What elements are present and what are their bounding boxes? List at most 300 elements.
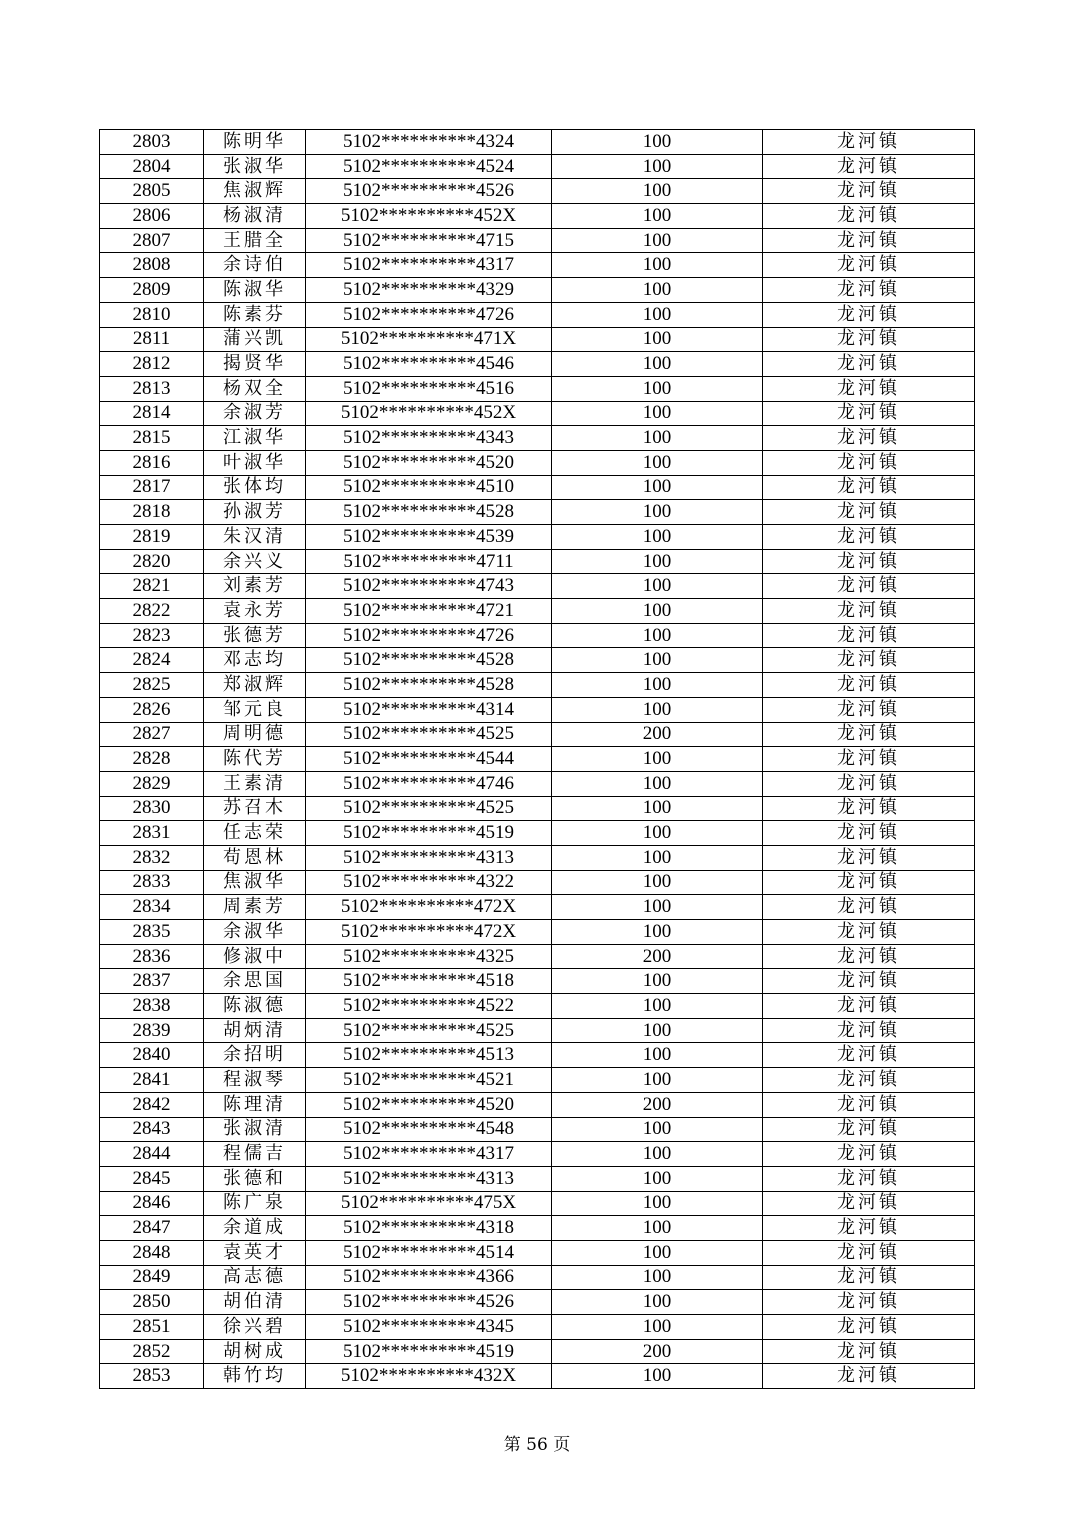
serial-number-cell: 2803 — [100, 130, 204, 155]
table-row — [100, 253, 975, 278]
serial-number-cell: 2844 — [100, 1142, 204, 1167]
name-cell: 苏召木 — [204, 796, 306, 821]
serial-number-cell: 2839 — [100, 1018, 204, 1043]
name-cell: 余思国 — [204, 969, 306, 994]
serial-number-cell: 2815 — [100, 426, 204, 451]
amount-cell: 100 — [552, 1191, 763, 1216]
id-number-cell: 5102**********4317 — [306, 253, 552, 278]
serial-number-cell: 2825 — [100, 673, 204, 698]
town-cell: 龙河镇 — [763, 648, 975, 673]
serial-number-cell: 2809 — [100, 278, 204, 303]
serial-number-cell: 2807 — [100, 228, 204, 253]
town-cell: 龙河镇 — [763, 525, 975, 550]
table-row — [100, 1166, 975, 1191]
name-cell: 邓志均 — [204, 648, 306, 673]
name-cell: 叶淑华 — [204, 450, 306, 475]
serial-number-cell: 2852 — [100, 1339, 204, 1364]
name-cell: 陈素芬 — [204, 302, 306, 327]
name-cell: 韩竹均 — [204, 1364, 306, 1389]
town-cell: 龙河镇 — [763, 1043, 975, 1068]
table-row — [100, 376, 975, 401]
name-cell: 杨淑清 — [204, 204, 306, 229]
id-number-cell: 5102**********4520 — [306, 450, 552, 475]
town-cell: 龙河镇 — [763, 673, 975, 698]
id-number-cell: 5102**********4322 — [306, 870, 552, 895]
town-cell: 龙河镇 — [763, 450, 975, 475]
id-number-cell: 5102**********4513 — [306, 1043, 552, 1068]
name-cell: 修淑中 — [204, 944, 306, 969]
name-cell: 揭贤华 — [204, 352, 306, 377]
town-cell: 龙河镇 — [763, 1240, 975, 1265]
table-row — [100, 821, 975, 846]
name-cell: 胡伯清 — [204, 1290, 306, 1315]
amount-cell: 100 — [552, 450, 763, 475]
amount-cell: 100 — [552, 1043, 763, 1068]
name-cell: 胡炳清 — [204, 1018, 306, 1043]
id-number-cell: 5102**********4325 — [306, 944, 552, 969]
table-row — [100, 1068, 975, 1093]
town-cell: 龙河镇 — [763, 969, 975, 994]
serial-number-cell: 2831 — [100, 821, 204, 846]
town-cell: 龙河镇 — [763, 426, 975, 451]
id-number-cell: 5102**********4711 — [306, 549, 552, 574]
table-row — [100, 179, 975, 204]
id-number-cell: 5102**********4721 — [306, 599, 552, 624]
id-number-cell: 5102**********4518 — [306, 969, 552, 994]
name-cell: 焦淑华 — [204, 870, 306, 895]
amount-cell: 200 — [552, 1092, 763, 1117]
table-row — [100, 228, 975, 253]
town-cell: 龙河镇 — [763, 376, 975, 401]
id-number-cell: 5102**********4526 — [306, 1290, 552, 1315]
id-number-cell: 5102**********4519 — [306, 821, 552, 846]
serial-number-cell: 2829 — [100, 771, 204, 796]
id-number-cell: 5102**********4526 — [306, 179, 552, 204]
town-cell: 龙河镇 — [763, 1018, 975, 1043]
amount-cell: 100 — [552, 771, 763, 796]
name-cell: 袁英才 — [204, 1240, 306, 1265]
id-number-cell: 5102**********4528 — [306, 648, 552, 673]
id-number-cell: 5102**********4313 — [306, 845, 552, 870]
id-number-cell: 5102**********475X — [306, 1191, 552, 1216]
town-cell: 龙河镇 — [763, 599, 975, 624]
town-cell: 龙河镇 — [763, 895, 975, 920]
id-number-cell: 5102**********4317 — [306, 1142, 552, 1167]
table-row — [100, 771, 975, 796]
serial-number-cell: 2835 — [100, 920, 204, 945]
town-cell: 龙河镇 — [763, 1265, 975, 1290]
town-cell: 龙河镇 — [763, 920, 975, 945]
id-number-cell: 5102**********452X — [306, 401, 552, 426]
amount-cell: 100 — [552, 920, 763, 945]
amount-cell: 100 — [552, 426, 763, 451]
table-row — [100, 673, 975, 698]
name-cell: 任志荣 — [204, 821, 306, 846]
serial-number-cell: 2830 — [100, 796, 204, 821]
serial-number-cell: 2823 — [100, 623, 204, 648]
table-row — [100, 1339, 975, 1364]
name-cell: 江淑华 — [204, 426, 306, 451]
amount-cell: 100 — [552, 845, 763, 870]
serial-number-cell: 2837 — [100, 969, 204, 994]
serial-number-cell: 2843 — [100, 1117, 204, 1142]
town-cell: 龙河镇 — [763, 302, 975, 327]
amount-cell: 100 — [552, 130, 763, 155]
town-cell: 龙河镇 — [763, 1339, 975, 1364]
table-row — [100, 401, 975, 426]
amount-cell: 100 — [552, 1117, 763, 1142]
table-row — [100, 549, 975, 574]
amount-cell: 100 — [552, 401, 763, 426]
table-row — [100, 1290, 975, 1315]
table-row — [100, 525, 975, 550]
name-cell: 陈理清 — [204, 1092, 306, 1117]
name-cell: 程淑琴 — [204, 1068, 306, 1093]
table-row — [100, 574, 975, 599]
town-cell: 龙河镇 — [763, 994, 975, 1019]
town-cell: 龙河镇 — [763, 130, 975, 155]
id-number-cell: 5102**********4726 — [306, 623, 552, 648]
serial-number-cell: 2841 — [100, 1068, 204, 1093]
name-cell: 刘素芳 — [204, 574, 306, 599]
table-row — [100, 1191, 975, 1216]
town-cell: 龙河镇 — [763, 870, 975, 895]
name-cell: 焦淑辉 — [204, 179, 306, 204]
amount-cell: 100 — [552, 376, 763, 401]
name-cell: 陈淑德 — [204, 994, 306, 1019]
name-cell: 陈淑华 — [204, 278, 306, 303]
id-number-cell: 5102**********4546 — [306, 352, 552, 377]
id-number-cell: 5102**********4539 — [306, 525, 552, 550]
table-row — [100, 1216, 975, 1241]
table-row — [100, 895, 975, 920]
amount-cell: 100 — [552, 895, 763, 920]
town-cell: 龙河镇 — [763, 771, 975, 796]
id-number-cell: 5102**********471X — [306, 327, 552, 352]
serial-number-cell: 2826 — [100, 697, 204, 722]
name-cell: 张德芳 — [204, 623, 306, 648]
town-cell: 龙河镇 — [763, 1166, 975, 1191]
table-row — [100, 722, 975, 747]
id-number-cell: 5102**********4510 — [306, 475, 552, 500]
amount-cell: 100 — [552, 1265, 763, 1290]
table-row — [100, 845, 975, 870]
amount-cell: 100 — [552, 327, 763, 352]
table-row — [100, 154, 975, 179]
amount-cell: 100 — [552, 574, 763, 599]
id-number-cell: 5102**********432X — [306, 1364, 552, 1389]
amount-cell: 100 — [552, 1166, 763, 1191]
table-row — [100, 302, 975, 327]
id-number-cell: 5102**********4366 — [306, 1265, 552, 1290]
town-cell: 龙河镇 — [763, 1092, 975, 1117]
id-number-cell: 5102**********4324 — [306, 130, 552, 155]
town-cell: 龙河镇 — [763, 204, 975, 229]
town-cell: 龙河镇 — [763, 154, 975, 179]
name-cell: 周明德 — [204, 722, 306, 747]
town-cell: 龙河镇 — [763, 1191, 975, 1216]
serial-number-cell: 2850 — [100, 1290, 204, 1315]
amount-cell: 100 — [552, 697, 763, 722]
town-cell: 龙河镇 — [763, 278, 975, 303]
id-number-cell: 5102**********4516 — [306, 376, 552, 401]
id-number-cell: 5102**********4343 — [306, 426, 552, 451]
town-cell: 龙河镇 — [763, 352, 975, 377]
amount-cell: 100 — [552, 1315, 763, 1340]
table-row — [100, 796, 975, 821]
table-row — [100, 1315, 975, 1340]
id-number-cell: 5102**********4528 — [306, 500, 552, 525]
serial-number-cell: 2828 — [100, 747, 204, 772]
serial-number-cell: 2851 — [100, 1315, 204, 1340]
amount-cell: 100 — [552, 549, 763, 574]
amount-cell: 100 — [552, 278, 763, 303]
serial-number-cell: 2804 — [100, 154, 204, 179]
amount-cell: 200 — [552, 1339, 763, 1364]
id-number-cell: 5102**********4525 — [306, 796, 552, 821]
records-table-body — [100, 130, 975, 1389]
table-row — [100, 648, 975, 673]
town-cell: 龙河镇 — [763, 796, 975, 821]
amount-cell: 100 — [552, 1290, 763, 1315]
table-row — [100, 1142, 975, 1167]
serial-number-cell: 2816 — [100, 450, 204, 475]
id-number-cell: 5102**********4314 — [306, 697, 552, 722]
serial-number-cell: 2842 — [100, 1092, 204, 1117]
name-cell: 孙淑芳 — [204, 500, 306, 525]
name-cell: 陈代芳 — [204, 747, 306, 772]
serial-number-cell: 2811 — [100, 327, 204, 352]
id-number-cell: 5102**********4715 — [306, 228, 552, 253]
id-number-cell: 5102**********4544 — [306, 747, 552, 772]
name-cell: 朱汉清 — [204, 525, 306, 550]
serial-number-cell: 2836 — [100, 944, 204, 969]
table-row — [100, 969, 975, 994]
table-row — [100, 475, 975, 500]
page-number: 第 56 页 — [503, 1435, 571, 1455]
table-row — [100, 920, 975, 945]
id-number-cell: 5102**********4746 — [306, 771, 552, 796]
amount-cell: 200 — [552, 944, 763, 969]
table-row — [100, 870, 975, 895]
serial-number-cell: 2806 — [100, 204, 204, 229]
name-cell: 袁永芳 — [204, 599, 306, 624]
amount-cell: 100 — [552, 747, 763, 772]
serial-number-cell: 2833 — [100, 870, 204, 895]
town-cell: 龙河镇 — [763, 1142, 975, 1167]
name-cell: 杨双全 — [204, 376, 306, 401]
town-cell: 龙河镇 — [763, 697, 975, 722]
table-row — [100, 352, 975, 377]
name-cell: 张体均 — [204, 475, 306, 500]
name-cell: 余淑芳 — [204, 401, 306, 426]
serial-number-cell: 2822 — [100, 599, 204, 624]
amount-cell: 100 — [552, 821, 763, 846]
serial-number-cell: 2838 — [100, 994, 204, 1019]
serial-number-cell: 2819 — [100, 525, 204, 550]
serial-number-cell: 2827 — [100, 722, 204, 747]
name-cell: 胡树成 — [204, 1339, 306, 1364]
serial-number-cell: 2814 — [100, 401, 204, 426]
name-cell: 蒲兴凯 — [204, 327, 306, 352]
amount-cell: 100 — [552, 352, 763, 377]
name-cell: 余招明 — [204, 1043, 306, 1068]
serial-number-cell: 2846 — [100, 1191, 204, 1216]
serial-number-cell: 2853 — [100, 1364, 204, 1389]
serial-number-cell: 2849 — [100, 1265, 204, 1290]
table-row — [100, 599, 975, 624]
serial-number-cell: 2818 — [100, 500, 204, 525]
records-table — [99, 129, 975, 1389]
serial-number-cell: 2813 — [100, 376, 204, 401]
town-cell: 龙河镇 — [763, 549, 975, 574]
name-cell: 余诗伯 — [204, 253, 306, 278]
serial-number-cell: 2847 — [100, 1216, 204, 1241]
serial-number-cell: 2821 — [100, 574, 204, 599]
name-cell: 余兴义 — [204, 549, 306, 574]
town-cell: 龙河镇 — [763, 1068, 975, 1093]
amount-cell: 100 — [552, 969, 763, 994]
id-number-cell: 5102**********4514 — [306, 1240, 552, 1265]
table-row — [100, 1240, 975, 1265]
name-cell: 郑淑辉 — [204, 673, 306, 698]
id-number-cell: 5102**********4548 — [306, 1117, 552, 1142]
amount-cell: 100 — [552, 204, 763, 229]
town-cell: 龙河镇 — [763, 1290, 975, 1315]
serial-number-cell: 2820 — [100, 549, 204, 574]
amount-cell: 100 — [552, 599, 763, 624]
amount-cell: 100 — [552, 1018, 763, 1043]
id-number-cell: 5102**********4521 — [306, 1068, 552, 1093]
id-number-cell: 5102**********4525 — [306, 722, 552, 747]
serial-number-cell: 2832 — [100, 845, 204, 870]
amount-cell: 100 — [552, 648, 763, 673]
serial-number-cell: 2845 — [100, 1166, 204, 1191]
amount-cell: 100 — [552, 1068, 763, 1093]
town-cell: 龙河镇 — [763, 1216, 975, 1241]
town-cell: 龙河镇 — [763, 401, 975, 426]
amount-cell: 100 — [552, 302, 763, 327]
town-cell: 龙河镇 — [763, 1117, 975, 1142]
id-number-cell: 5102**********4520 — [306, 1092, 552, 1117]
serial-number-cell: 2848 — [100, 1240, 204, 1265]
town-cell: 龙河镇 — [763, 623, 975, 648]
id-number-cell: 5102**********4726 — [306, 302, 552, 327]
town-cell: 龙河镇 — [763, 944, 975, 969]
table-row — [100, 500, 975, 525]
town-cell: 龙河镇 — [763, 475, 975, 500]
id-number-cell: 5102**********452X — [306, 204, 552, 229]
town-cell: 龙河镇 — [763, 179, 975, 204]
table-row — [100, 697, 975, 722]
id-number-cell: 5102**********4528 — [306, 673, 552, 698]
table-row — [100, 1043, 975, 1068]
amount-cell: 100 — [552, 1240, 763, 1265]
amount-cell: 100 — [552, 475, 763, 500]
table-row — [100, 1018, 975, 1043]
table-row — [100, 1364, 975, 1389]
serial-number-cell: 2824 — [100, 648, 204, 673]
name-cell: 陈明华 — [204, 130, 306, 155]
town-cell: 龙河镇 — [763, 821, 975, 846]
amount-cell: 100 — [552, 796, 763, 821]
town-cell: 龙河镇 — [763, 845, 975, 870]
town-cell: 龙河镇 — [763, 1364, 975, 1389]
id-number-cell: 5102**********4524 — [306, 154, 552, 179]
name-cell: 张淑华 — [204, 154, 306, 179]
name-cell: 张德和 — [204, 1166, 306, 1191]
table-row — [100, 1117, 975, 1142]
name-cell: 王素清 — [204, 771, 306, 796]
town-cell: 龙河镇 — [763, 500, 975, 525]
name-cell: 余淑华 — [204, 920, 306, 945]
table-row — [100, 204, 975, 229]
amount-cell: 100 — [552, 228, 763, 253]
id-number-cell: 5102**********4743 — [306, 574, 552, 599]
town-cell: 龙河镇 — [763, 253, 975, 278]
amount-cell: 100 — [552, 179, 763, 204]
serial-number-cell: 2840 — [100, 1043, 204, 1068]
amount-cell: 100 — [552, 500, 763, 525]
town-cell: 龙河镇 — [763, 1315, 975, 1340]
name-cell: 邹元良 — [204, 697, 306, 722]
table-row — [100, 327, 975, 352]
table-row — [100, 450, 975, 475]
id-number-cell: 5102**********4522 — [306, 994, 552, 1019]
amount-cell: 100 — [552, 253, 763, 278]
table-row — [100, 944, 975, 969]
town-cell: 龙河镇 — [763, 747, 975, 772]
name-cell: 程儒吉 — [204, 1142, 306, 1167]
id-number-cell: 5102**********472X — [306, 920, 552, 945]
amount-cell: 200 — [552, 722, 763, 747]
name-cell: 徐兴碧 — [204, 1315, 306, 1340]
id-number-cell: 5102**********4525 — [306, 1018, 552, 1043]
town-cell: 龙河镇 — [763, 228, 975, 253]
name-cell: 苟恩林 — [204, 845, 306, 870]
amount-cell: 100 — [552, 870, 763, 895]
serial-number-cell: 2808 — [100, 253, 204, 278]
id-number-cell: 5102**********472X — [306, 895, 552, 920]
table-row — [100, 130, 975, 155]
table-row — [100, 278, 975, 303]
amount-cell: 100 — [552, 1142, 763, 1167]
name-cell: 陈广泉 — [204, 1191, 306, 1216]
town-cell: 龙河镇 — [763, 722, 975, 747]
town-cell: 龙河镇 — [763, 327, 975, 352]
amount-cell: 100 — [552, 154, 763, 179]
amount-cell: 100 — [552, 994, 763, 1019]
table-row — [100, 426, 975, 451]
name-cell: 余道成 — [204, 1216, 306, 1241]
id-number-cell: 5102**********4313 — [306, 1166, 552, 1191]
amount-cell: 100 — [552, 1216, 763, 1241]
id-number-cell: 5102**********4329 — [306, 278, 552, 303]
table-row — [100, 747, 975, 772]
table-row — [100, 994, 975, 1019]
amount-cell: 100 — [552, 525, 763, 550]
serial-number-cell: 2834 — [100, 895, 204, 920]
amount-cell: 100 — [552, 1364, 763, 1389]
id-number-cell: 5102**********4318 — [306, 1216, 552, 1241]
name-cell: 王腊全 — [204, 228, 306, 253]
name-cell: 张淑清 — [204, 1117, 306, 1142]
amount-cell: 100 — [552, 673, 763, 698]
name-cell: 高志德 — [204, 1265, 306, 1290]
table-row — [100, 1265, 975, 1290]
name-cell: 周素芳 — [204, 895, 306, 920]
id-number-cell: 5102**********4345 — [306, 1315, 552, 1340]
